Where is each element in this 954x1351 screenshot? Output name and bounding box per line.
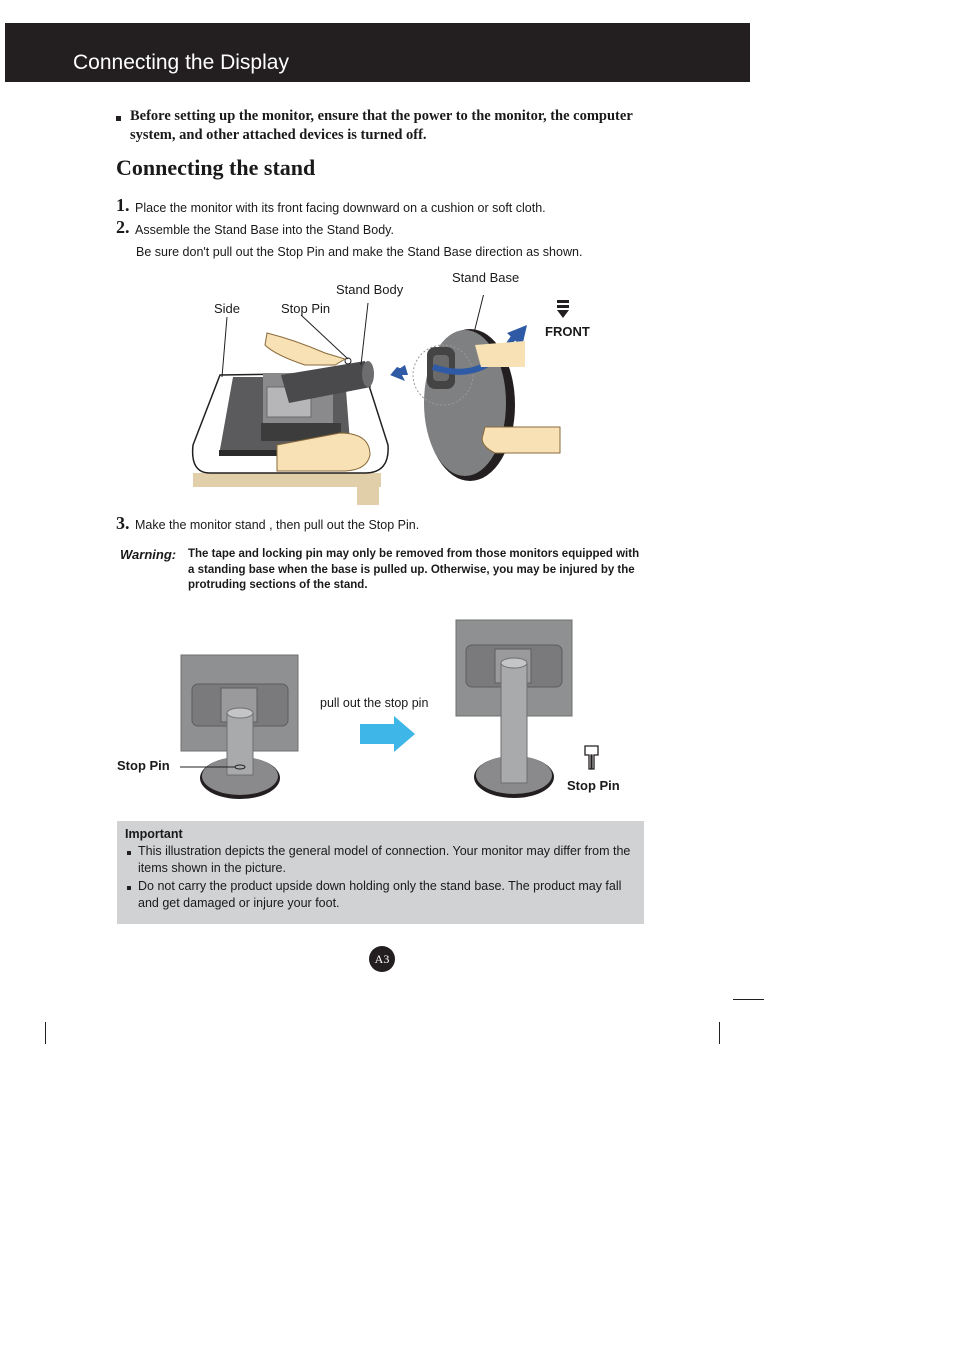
warning-text: The tape and locking pin may only be removed from those monitors equipped with a standing base when the base is pulled up. Otherwise, you may be injured by the protruding sections of the stand. bbox=[188, 548, 640, 591]
important-item-text: Do not carry the product upside down holding only the stand base. The product may fall and get damaged or injure your foot. bbox=[138, 879, 622, 910]
stand-assembly-illustration bbox=[185, 295, 575, 510]
label-stand-base: Stand Base bbox=[452, 270, 520, 285]
step-number-1: 1. bbox=[116, 195, 130, 215]
crop-mark bbox=[733, 999, 764, 1000]
stop-pin-icon bbox=[582, 744, 602, 772]
important-item-1 bbox=[138, 843, 638, 877]
label-stop-pin: Stop Pin bbox=[281, 301, 331, 316]
label-stop-pin-left: Stop Pin bbox=[117, 758, 170, 773]
step-number-3: 3. bbox=[116, 513, 130, 533]
important-item-text: This illustration depicts the general model of connection. Your monitor may differ from the items shown in the picture. bbox=[138, 844, 631, 875]
crop-mark bbox=[45, 1022, 46, 1044]
step-text-2: Assemble the Stand Base into the Stand Body. bbox=[135, 223, 394, 237]
stop-pin-removal-illustration bbox=[180, 618, 580, 803]
label-side: Side bbox=[214, 301, 241, 316]
bullet-square-icon bbox=[127, 886, 131, 890]
important-item-2 bbox=[138, 878, 638, 912]
bullet-square-icon bbox=[127, 851, 131, 855]
page-number-badge: A3 bbox=[369, 946, 395, 972]
warning-label: Warning: bbox=[120, 547, 177, 562]
label-stand-body: Stand Body bbox=[336, 282, 404, 297]
page-title: Connecting the Display bbox=[73, 51, 289, 74]
step-text-1: Place the monitor with its front facing downward on a cushion or soft cloth. bbox=[135, 201, 546, 215]
crop-mark bbox=[719, 1022, 720, 1044]
label-stop-pin-right: Stop Pin bbox=[567, 778, 620, 793]
section-title: Connecting the stand bbox=[116, 155, 316, 180]
label-front: FRONT bbox=[545, 324, 590, 339]
step-text-3: Make the monitor stand , then pull out the Stop Pin. bbox=[135, 518, 420, 532]
step-note-2: Be sure don't pull out the Stop Pin and make the Stand Base direction as shown. bbox=[136, 245, 583, 259]
intro-note bbox=[116, 107, 656, 145]
important-title: Important bbox=[125, 827, 183, 841]
step-number-2: 2. bbox=[116, 217, 130, 237]
intro-text: Before setting up the monitor, ensure that the power to the monitor, the computer system, and other attached devices is turned off. bbox=[130, 108, 633, 143]
pull-stop-pin-caption: pull out the stop pin bbox=[320, 696, 429, 710]
bullet-square-icon bbox=[116, 116, 121, 121]
